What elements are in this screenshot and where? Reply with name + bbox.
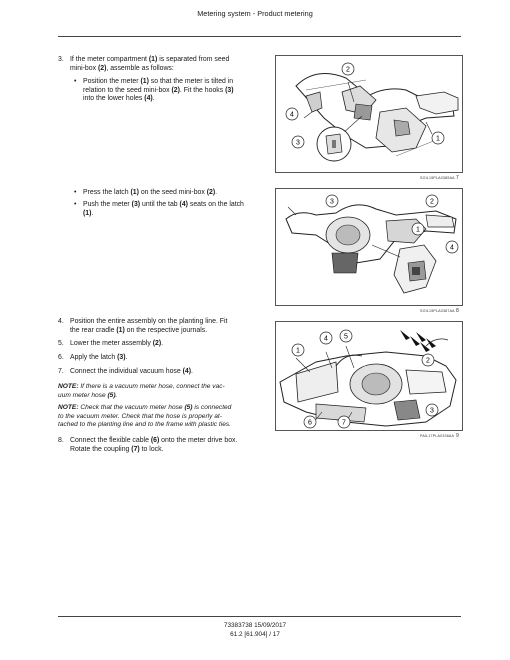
callout-4: 4 (450, 244, 454, 252)
figure-meter-hooks (275, 55, 463, 173)
figure-code: SOIL15PLA0387AA (420, 309, 455, 313)
step-8-text: Connect the flexible cable (6) onto the meter drive box. Rotate the coupling (7) to lock. (70, 437, 238, 453)
step-4-text: Position the entire assembly on the planting line. Fit the rear cradle (1) on the respective journals. (70, 318, 228, 334)
step-7-text: Connect the individual vacuum hose (4). (70, 368, 193, 375)
step-3-text: If the meter compartment (1) is separated from seed mini-box (2), assemble as follows: (70, 56, 230, 72)
step-3-bullet-1: Position the meter (1) so that the meter is tilted in relation to the seed mini-box (2). Fit the hooks (3) into the lower holes (4). (83, 78, 234, 103)
press-latch-text: Press the latch (1) on the seed mini-box (2). (83, 189, 218, 196)
step-number: 5. (58, 340, 64, 347)
step-number: 3. (58, 56, 64, 63)
callout-1: 1 (436, 135, 440, 143)
note-vacuum-hose: NOTE: If there is a vacuum meter hose, connect the vac- uum meter hose (5). (58, 383, 225, 399)
callout-6: 6 (308, 419, 312, 427)
callout-2: 2 (346, 66, 350, 74)
callout-7: 7 (342, 419, 346, 427)
callout-4: 4 (290, 111, 294, 119)
bullet: • (74, 78, 77, 85)
meter-hooks-illustration (276, 56, 462, 172)
callout-5: 5 (344, 333, 348, 341)
figure-number: 7 (456, 175, 459, 181)
figure-code: SOIL15PLA0385AA (420, 176, 455, 180)
figure-latch (275, 188, 463, 306)
planting-line-illustration (276, 322, 462, 430)
callout-2: 2 (426, 357, 430, 365)
figure-planting-line (275, 321, 463, 431)
callout-3: 3 (296, 139, 300, 147)
footer-page-ref: 61.2 [61.904] / 17 (230, 631, 280, 638)
figure-code: PAIL17PLA0336AA (420, 434, 455, 438)
bullet: • (74, 189, 77, 196)
callout-1: 1 (416, 226, 420, 234)
push-meter-text: Push the meter (3) until the tab (4) seats on the latch (1). (83, 201, 244, 217)
callout-4: 4 (324, 335, 328, 343)
step-number: 8. (58, 437, 64, 444)
step-number: 6. (58, 354, 64, 361)
footer-rule (58, 616, 461, 617)
figure-number: 9 (456, 433, 459, 439)
page-header: Metering system - Product metering (197, 9, 313, 18)
note-check-hose: NOTE: Check that the vacuum meter hose (5) is connected to the vacuum meter. Check that the hose is properly at- tached to the planting line and to the frame with plastic ties. (58, 404, 232, 429)
callout-1: 1 (296, 347, 300, 355)
figure-number: 8 (456, 308, 459, 314)
callout-3: 3 (430, 407, 434, 415)
callout-3: 3 (330, 198, 334, 206)
step-5-text: Lower the meter assembly (2). (70, 340, 164, 347)
callout-2: 2 (430, 198, 434, 206)
step-6-text: Apply the latch (3). (70, 354, 128, 361)
bullet: • (74, 201, 77, 208)
latch-illustration (276, 189, 462, 305)
step-number: 7. (58, 368, 64, 375)
step-number: 4. (58, 318, 64, 325)
footer-doc-date: 73383738 15/09/2017 (223, 622, 287, 629)
header-rule (58, 36, 461, 37)
